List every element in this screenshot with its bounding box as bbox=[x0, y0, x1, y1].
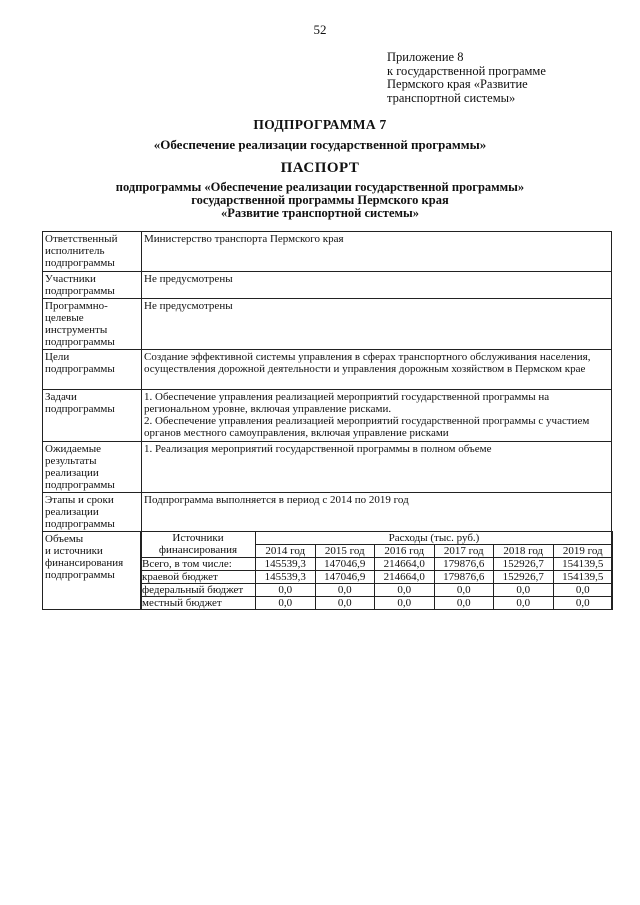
finance-value: 0,0 bbox=[553, 584, 613, 597]
finance-value: 179876,6 bbox=[434, 571, 494, 584]
finance-row bbox=[141, 571, 613, 584]
finance-cell bbox=[142, 532, 612, 610]
row-label: Программно- целевые инструменты подпрограммы bbox=[43, 299, 142, 350]
finance-value: 145539,3 bbox=[256, 571, 316, 584]
expenses-header: Расходы (тыс. руб.) bbox=[256, 532, 613, 545]
table-row-finance bbox=[43, 532, 612, 610]
table-row bbox=[43, 299, 612, 350]
finance-value: 0,0 bbox=[434, 597, 494, 610]
appendix-line: транспортной системы» bbox=[387, 90, 516, 105]
finance-value: 179876,6 bbox=[434, 558, 494, 571]
row-value: Не предусмотрены bbox=[142, 272, 612, 299]
appendix-line: к государственной программе bbox=[387, 63, 546, 78]
finance-row bbox=[141, 584, 613, 597]
finance-value: 154139,5 bbox=[553, 571, 613, 584]
finance-value: 0,0 bbox=[494, 584, 554, 597]
row-label: Задачи подпрограммы bbox=[43, 390, 142, 442]
row-value: 1. Обеспечение управления реализацией мероприятий государственной программы на региональном уровне, включая управление рисками. 2. Обеспечение управления реализацией мероприятий государственной программы с участием органов местного самоуправления, включая управление рисками bbox=[142, 390, 612, 442]
finance-value: 0,0 bbox=[375, 597, 435, 610]
row-value: 1. Реализация мероприятий государственной программы в полном объеме bbox=[142, 442, 612, 493]
passport-subtitle-line: «Развитие транспортной системы» bbox=[220, 206, 420, 220]
subprogram-title: ПОДПРОГРАММА 7 bbox=[253, 117, 387, 132]
row-value: Министерство транспорта Пермского края bbox=[142, 232, 612, 272]
table-row bbox=[43, 442, 612, 493]
finance-header-row bbox=[141, 532, 613, 545]
finance-value: 214664,0 bbox=[375, 558, 435, 571]
year-header: 2018 год bbox=[494, 545, 554, 558]
finance-source: краевой бюджет bbox=[141, 571, 256, 584]
row-label: Объемы и источники финансирования подпрограммы bbox=[43, 532, 142, 610]
finance-table bbox=[140, 531, 613, 610]
finance-row bbox=[141, 558, 613, 571]
finance-value: 0,0 bbox=[375, 584, 435, 597]
year-header: 2017 год bbox=[434, 545, 494, 558]
year-header: 2014 год bbox=[256, 545, 316, 558]
appendix-note bbox=[387, 51, 627, 105]
row-label: Этапы и сроки реализации подпрограммы bbox=[43, 493, 142, 532]
row-value: Подпрограмма выполняется в период с 2014 по 2019 год bbox=[142, 493, 612, 532]
year-header: 2015 год bbox=[315, 545, 375, 558]
row-label: Ответственный исполнитель подпрограммы bbox=[43, 232, 142, 272]
table-row bbox=[43, 493, 612, 532]
finance-source: местный бюджет bbox=[141, 597, 256, 610]
table-row bbox=[43, 272, 612, 299]
passport-subtitle bbox=[0, 181, 640, 220]
finance-value: 0,0 bbox=[494, 597, 554, 610]
row-label: Цели подпрограммы bbox=[43, 350, 142, 390]
passport-table bbox=[42, 231, 612, 610]
finance-value: 0,0 bbox=[256, 584, 316, 597]
finance-value: 147046,9 bbox=[315, 571, 375, 584]
finance-value: 0,0 bbox=[553, 597, 613, 610]
finance-value: 0,0 bbox=[434, 584, 494, 597]
year-header: 2019 год bbox=[553, 545, 613, 558]
passport-title: ПАСПОРТ bbox=[280, 160, 360, 176]
subprogram-name: «Обеспечение реализации государственной программы» bbox=[153, 137, 487, 152]
finance-value: 145539,3 bbox=[256, 558, 316, 571]
finance-value: 0,0 bbox=[315, 597, 375, 610]
finance-value: 0,0 bbox=[315, 584, 375, 597]
table-row bbox=[43, 350, 612, 390]
finance-value: 0,0 bbox=[256, 597, 316, 610]
row-label: Ожидаемые результаты реализации подпрограммы bbox=[43, 442, 142, 493]
row-label: Участники подпрограммы bbox=[43, 272, 142, 299]
finance-source: Всего, в том числе: bbox=[141, 558, 256, 571]
finance-value: 152926,7 bbox=[494, 558, 554, 571]
finance-source: федеральный бюджет bbox=[141, 584, 256, 597]
finance-value: 152926,7 bbox=[494, 571, 554, 584]
passport-subtitle-line: подпрограммы «Обеспечение реализации государственной программы» bbox=[115, 180, 525, 194]
finance-wrapper bbox=[140, 531, 613, 610]
finance-row bbox=[141, 597, 613, 610]
year-header: 2016 год bbox=[375, 545, 435, 558]
sources-header: Источники финансирования bbox=[141, 532, 256, 558]
appendix-line: Пермского края «Развитие bbox=[387, 77, 528, 91]
row-value: Создание эффективной системы управления в сферах транспортного обслуживания населения, осуществления дорожной деятельности и управления дорожным хозяйством в Пермском крае bbox=[142, 350, 612, 390]
page-number: 52 bbox=[313, 22, 327, 37]
finance-value: 147046,9 bbox=[315, 558, 375, 571]
table-row bbox=[43, 390, 612, 442]
passport-subtitle-line: государственной программы Пермского края bbox=[191, 193, 449, 207]
row-value: Не предусмотрены bbox=[142, 299, 612, 350]
finance-value: 214664,0 bbox=[375, 571, 435, 584]
table-row bbox=[43, 232, 612, 272]
appendix-line: Приложение 8 bbox=[387, 50, 464, 64]
finance-value: 154139,5 bbox=[553, 558, 613, 571]
